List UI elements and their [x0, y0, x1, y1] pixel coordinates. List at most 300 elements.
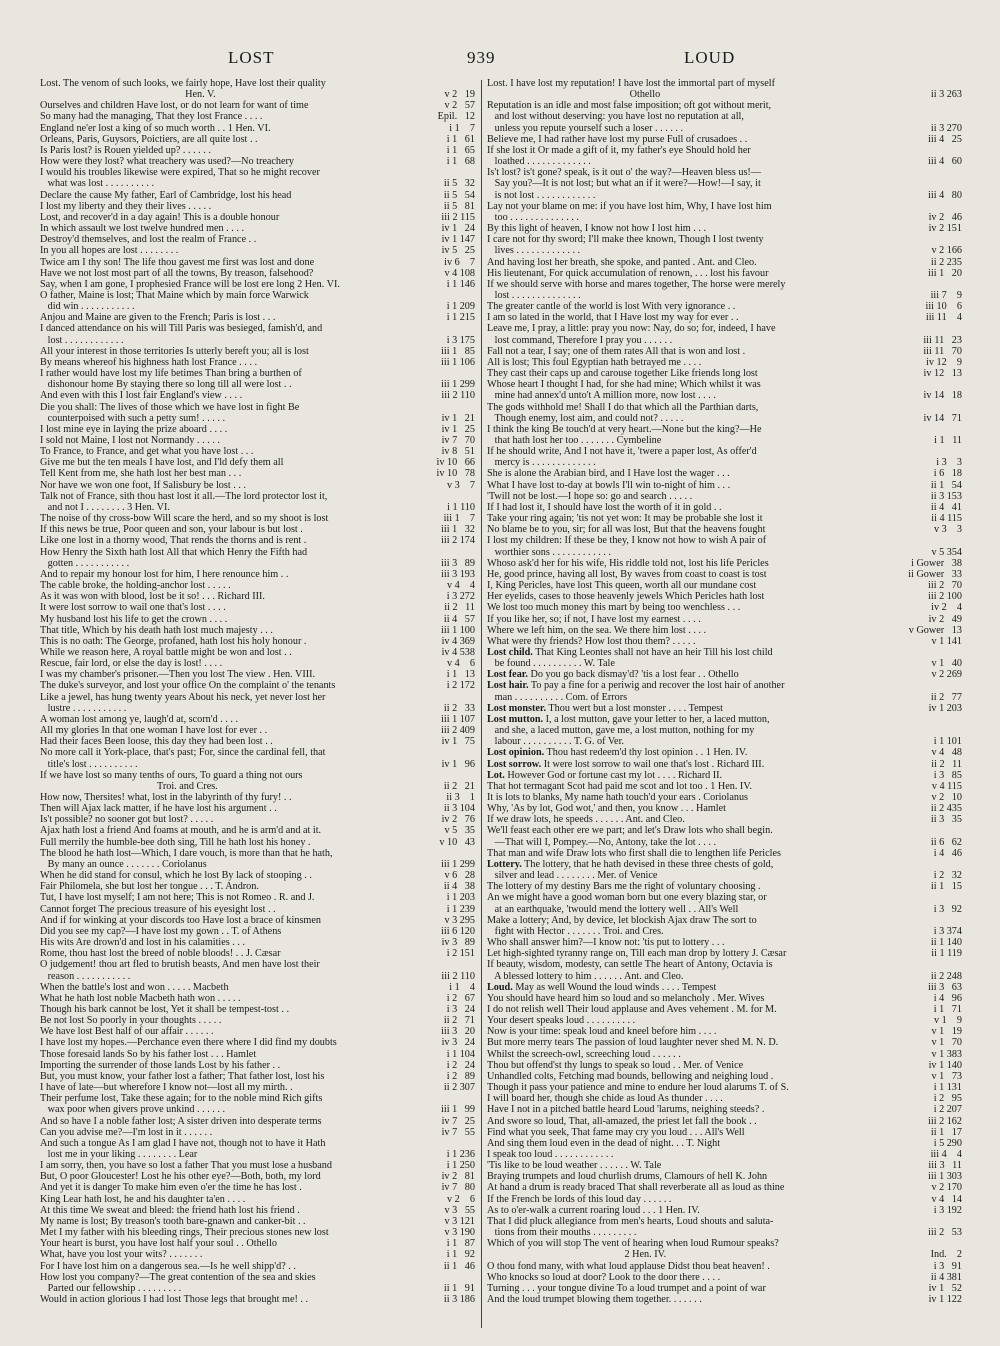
quotation-text: unless you repute yourself such a loser . . . . . . [487, 122, 684, 134]
concordance-line [487, 335, 962, 346]
quotation-text: lost command, Therefore I pray you . . . . . . [487, 334, 673, 346]
act-scene-line-ref: ii 2 33 [443, 702, 475, 714]
concordance-line [40, 948, 475, 959]
act-scene-line-ref [471, 959, 475, 970]
concordance-line [40, 1138, 475, 1149]
concordance-line [487, 379, 962, 390]
concordance-line [487, 993, 962, 1004]
act-scene-line-ref: iv 1 96 [441, 758, 475, 770]
concordance-line [487, 814, 962, 825]
concordance-line [487, 759, 962, 770]
concordance-line [487, 1071, 962, 1082]
concordance-line [40, 915, 475, 926]
quotation-text: No blame be to you, sir; for all was lost, But that the heavens fought [487, 524, 766, 536]
act-scene-line-ref: ii 2 21 [443, 780, 475, 792]
concordance-line [487, 513, 962, 524]
concordance-line [40, 1116, 475, 1127]
concordance-line [487, 959, 962, 970]
act-scene-line-ref: iv 3 89 [441, 937, 475, 949]
quotation-text: I think the king Be touch'd at very heart.—None but the king?—He [487, 423, 762, 435]
quotation-text: And the loud trumpet blowing them together. . . . . . . [487, 1294, 702, 1306]
quotation-text: that hath lost her too . . . . . . . Cymbeline [487, 435, 662, 446]
quotation-text: reason . . . . . . . . . . . [40, 970, 131, 982]
act-scene-line-ref: v 4 48 [931, 747, 962, 759]
quotation-text: If beauty, wisdom, modesty, can settle The heart of Antony, Octavia is [487, 959, 773, 971]
act-scene-line-ref: i 1 250 [446, 1160, 475, 1172]
concordance-line [487, 312, 962, 323]
quotation-text: Those foresaid lands So by his father lost . . . Hamlet [40, 1048, 257, 1060]
act-scene-line-ref: iii 2 53 [928, 1227, 962, 1239]
quotation-text: Turning . . . your tongue divine To a loud trumpet and a point of war [487, 1282, 766, 1294]
concordance-line [40, 323, 475, 334]
act-scene-line-ref: iv 1 140 [928, 1059, 962, 1071]
concordance-line [40, 1060, 475, 1071]
concordance-line [40, 837, 475, 848]
quotation-text: If she lost it Or made a gift of it, my father's eye Should hold her [487, 144, 751, 156]
quotation-text: Who knocks so loud at door? Look to the door there . . . . [487, 1271, 721, 1283]
act-scene-line-ref: Epil. 12 [437, 111, 475, 123]
act-scene-line-ref: iii 7 9 [930, 289, 962, 301]
quotation-text: Othello [487, 89, 661, 101]
quotation-text: Lot. However God or fortune cast my lot . . . . Richard II. [487, 769, 723, 781]
act-scene-line-ref: i 1 236 [446, 1149, 475, 1160]
quotation-text: But more merry tears The passion of loud laughter never shed M. N. D. [487, 1037, 779, 1049]
concordance-line [40, 692, 475, 703]
quotation-text: Which of you will stop The vent of hearing when loud Rumour speaks? [487, 1238, 779, 1250]
concordance-line [487, 703, 962, 714]
quotation-text: Then will Ajax lack matter, if he have lost his argument . . [40, 803, 277, 815]
concordance-line [40, 1104, 475, 1115]
act-scene-line-ref: ii 2 77 [930, 691, 962, 703]
concordance-line [487, 1116, 962, 1127]
concordance-line [487, 770, 962, 781]
quotation-text: The cable broke, the holding-anchor lost . . . . . [40, 580, 231, 592]
act-scene-line-ref: v 1 383 [931, 1048, 962, 1060]
headword: Lottery. [487, 858, 522, 870]
act-scene-line-ref: v 2 19 [444, 89, 475, 101]
concordance-line [487, 747, 962, 758]
act-scene-line-ref: i 2 207 [933, 1104, 962, 1116]
quotation-text: I speak too loud . . . . . . . . . . . . [487, 1149, 614, 1160]
quotation-text: Though his bark cannot be lost, Yet it shall be tempest-tost . . [40, 1003, 290, 1015]
act-scene-line-ref: ii 4 38 [443, 881, 475, 893]
quotation-text: Met I my father with his bleeding rings, Their precious stones new lost [40, 1227, 329, 1239]
act-scene-line-ref: v 10 43 [439, 836, 475, 848]
concordance-line [40, 257, 475, 268]
concordance-line [487, 859, 962, 870]
act-scene-line-ref: ii 2 307 [443, 1082, 475, 1094]
quotation-text: did win . . . . . . . . . . . [40, 301, 135, 313]
quotation-text: And swore so loud, That, all-amazed, the priest let fall the book . . [487, 1115, 757, 1127]
quotation-text: I will board her, though she chide as loud As thunder . . . . [487, 1093, 723, 1105]
concordance-line [40, 759, 475, 770]
quotation-text: Lost opinion. Thou hast redeem'd thy lost opinion . . 1 Hen. IV. [487, 747, 748, 759]
act-scene-line-ref: ii 1 17 [930, 1126, 962, 1138]
concordance-line [40, 602, 475, 613]
act-scene-line-ref: ii 3 104 [443, 803, 475, 815]
act-scene-line-ref [958, 1216, 962, 1227]
concordance-line [40, 982, 475, 993]
quotation-text: Braying trumpets and loud churlish drums, Clamours of hell K. John [487, 1171, 768, 1183]
concordance-line [487, 190, 962, 201]
act-scene-line-ref: ii 4 115 [931, 513, 962, 525]
act-scene-line-ref: iv 10 78 [436, 468, 475, 480]
concordance-line [40, 547, 475, 558]
concordance-line [487, 491, 962, 502]
quotation-text: Orleans, Paris, Guysors, Poictiers, are all quite lost . . [40, 133, 258, 145]
concordance-line [487, 279, 962, 290]
act-scene-line-ref: i 1 215 [446, 312, 475, 324]
quotation-text: The duke's surveyor, and lost your office On the complaint o' the tenants [40, 680, 336, 692]
act-scene-line-ref [471, 368, 475, 379]
quotation-text: be found . . . . . . . . . . W. Tale [487, 658, 615, 670]
concordance-line [487, 915, 962, 926]
act-scene-line-ref: iii 2 110 [441, 390, 475, 402]
concordance-line [40, 346, 475, 357]
act-scene-line-ref: v 5 354 [931, 546, 962, 558]
act-scene-line-ref: iv 1 147 [441, 234, 475, 246]
act-scene-line-ref: iii 1 299 [441, 379, 475, 391]
concordance-line [487, 89, 962, 100]
concordance-line [487, 145, 962, 156]
act-scene-line-ref [958, 825, 962, 836]
concordance-line [40, 480, 475, 491]
concordance-line [487, 134, 962, 145]
act-scene-line-ref [958, 915, 962, 926]
quotation-text: Had their faces Been loose, this day they had been lost . . [40, 736, 273, 748]
quotation-text: and lost without deserving: you have lost no reputation at all, [487, 111, 744, 123]
quotation-text: lost me in your liking . . . . . . . . Lear [40, 1149, 198, 1160]
act-scene-line-ref [958, 279, 962, 290]
concordance-line [40, 1149, 475, 1160]
act-scene-line-ref [471, 323, 475, 334]
concordance-line [487, 614, 962, 625]
running-head-right: LOUD [684, 48, 736, 67]
act-scene-line-ref: iii 2 115 [441, 211, 475, 223]
act-scene-line-ref [471, 692, 475, 703]
act-scene-line-ref: ii 1 91 [443, 1282, 475, 1294]
quotation-text: —That will I, Pompey.—No, Antony, take the lot . . . . [487, 836, 717, 848]
concordance-line [487, 580, 962, 591]
concordance-line [487, 692, 962, 703]
concordance-line [487, 402, 962, 413]
quotation-text: Find what you seek, That fame may cry you loud . . . All's Well [487, 1126, 745, 1138]
quotation-text: Let high-sighted tyranny range on, Till each man drop by lottery J. Cæsar [487, 948, 787, 960]
act-scene-line-ref: ii 3 1 [446, 792, 475, 803]
quotation-text: All is lost; This foul Egyptian hath betrayed me . . . . [487, 356, 702, 368]
quotation-text: Believe me, I had rather have lost my purse Full of crusadoes . . [487, 133, 748, 145]
quotation-text: You should have heard him so loud and so melancholy . Mer. Wives [487, 992, 765, 1004]
act-scene-line-ref [471, 1272, 475, 1283]
act-scene-line-ref: iii 2 100 [928, 591, 962, 603]
act-scene-line-ref: iv 6 7 [444, 256, 475, 268]
concordance-line [40, 390, 475, 401]
concordance-line [40, 959, 475, 970]
concordance-line [487, 971, 962, 982]
quotation-text: As to o'er-walk a current roaring loud . . . 1 Hen. IV. [487, 1204, 700, 1216]
concordance-line [487, 736, 962, 747]
concordance-line [40, 580, 475, 591]
concordance-line [487, 457, 962, 468]
quotation-text: Reputation is an idle and most false imposition; oft got without merit, [487, 100, 772, 112]
act-scene-line-ref: iv 7 25 [441, 1115, 475, 1127]
quotation-text: To France, to France, and get what you have lost . . . [40, 446, 254, 458]
quotation-text: I have lost my hopes.—Perchance even there where I did find my doubts [40, 1037, 337, 1049]
concordance-line [487, 848, 962, 859]
quotation-text: And yet it is danger To make him even o'er the time he has lost . [40, 1182, 302, 1194]
act-scene-line-ref: ii 3 270 [930, 122, 962, 134]
concordance-line [487, 424, 962, 435]
act-scene-line-ref [958, 680, 962, 691]
act-scene-line-ref: i 3 24 [446, 1003, 475, 1015]
quotation-text: lustre . . . . . . . . . . . [40, 702, 127, 714]
headword: Loud. [487, 981, 513, 993]
act-scene-line-ref: i 1 71 [933, 1003, 962, 1015]
act-scene-line-ref: iii 1 106 [441, 356, 475, 368]
concordance-line [487, 167, 962, 178]
quotation-text: gotten . . . . . . . . . . . [40, 557, 130, 569]
concordance-line [487, 1138, 962, 1149]
act-scene-line-ref: ii Gower 33 [908, 568, 962, 580]
concordance-line [487, 178, 962, 189]
concordance-line [487, 781, 962, 792]
act-scene-line-ref: i 1 209 [446, 301, 475, 313]
concordance-line [487, 602, 962, 613]
act-scene-line-ref: i 1 104 [446, 1048, 475, 1060]
act-scene-line-ref [471, 1138, 475, 1149]
concordance-line [487, 1238, 962, 1249]
act-scene-line-ref: ii 3 153 [930, 490, 962, 502]
concordance-line [40, 1160, 475, 1171]
act-scene-line-ref: iii 3 193 [441, 568, 475, 580]
act-scene-line-ref: iv 7 55 [441, 1126, 475, 1138]
act-scene-line-ref: iii 3 20 [441, 1026, 475, 1038]
quotation-text: We have lost Best half of our affair . . . . . . [40, 1026, 214, 1038]
act-scene-line-ref: iv 2 81 [441, 1171, 475, 1183]
quotation-text: What were thy friends? How lost thou them? . . . . . [487, 635, 696, 647]
quotation-text: Twice am I thy son! The life thou gavest me first was lost and done [40, 256, 315, 268]
headword: Lost sorrow. [487, 758, 542, 770]
act-scene-line-ref: v 4 115 [931, 780, 962, 792]
quotation-text: I am so lated in the world, that I Have lost my way for ever . . [487, 312, 739, 324]
act-scene-line-ref: ii 2 435 [930, 803, 962, 815]
quotation-text: For I have lost him on a dangerous sea.—Is he well shipp'd? . . [40, 1260, 296, 1272]
act-scene-line-ref: v 3 190 [444, 1227, 475, 1239]
act-scene-line-ref: iv 14 18 [923, 390, 962, 402]
quotation-text: too . . . . . . . . . . . . . . [487, 211, 579, 223]
quotation-text: Lost fear. Do you go back dismay'd? 'tis a lost fear . . Othello [487, 669, 739, 681]
act-scene-line-ref: i 1 239 [446, 903, 475, 915]
concordance-line [40, 714, 475, 725]
concordance-line [487, 825, 962, 836]
concordance-line [40, 413, 475, 424]
act-scene-line-ref [958, 892, 962, 903]
concordance-line [487, 1149, 962, 1160]
act-scene-line-ref: iii 11 4 [925, 312, 962, 324]
concordance-line [487, 78, 962, 89]
concordance-line [487, 1261, 962, 1272]
act-scene-line-ref [958, 379, 962, 390]
quotation-text: Hen. V. [40, 89, 216, 101]
concordance-line [487, 725, 962, 736]
quotation-text: I am sorry, then, you have so lost a father That you must lose a husband [40, 1160, 332, 1172]
concordance-line [40, 502, 475, 513]
act-scene-line-ref: i 3 3 [936, 457, 962, 469]
act-scene-line-ref: iii 2 174 [441, 535, 475, 547]
act-scene-line-ref [958, 201, 962, 212]
concordance-line [40, 402, 475, 413]
quotation-text: If we draw lots, he speeds . . . . . . Ant. and Cleo. [487, 814, 685, 826]
act-scene-line-ref [471, 1093, 475, 1104]
quotation-text: O thou fond many, with what loud applause Didst thou beat heaven! . [487, 1260, 770, 1272]
concordance-line [487, 881, 962, 892]
quotation-text: His wits Are drown'd and lost in his calamities . . . [40, 937, 245, 949]
concordance-line [40, 781, 475, 792]
quotation-text: mine had annex'd unto't A million more, now lost . . . . [487, 390, 716, 402]
quotation-text: But, O poor Gloucester! Lost he his other eye?—Both, both, my lord [40, 1171, 321, 1183]
quotation-text: How Henry the Sixth hath lost All that which Henry the Fifth had [40, 546, 308, 558]
quotation-text: Is't lost? is't gone? speak, is it out o' the way?—Heaven bless us!— [487, 167, 762, 179]
concordance-line [40, 669, 475, 680]
quotation-text: I danced attendance on his will Till Paris was besieged, famish'd, and [40, 323, 323, 335]
concordance-line [487, 234, 962, 245]
quotation-text: what was lost . . . . . . . . . . [40, 178, 155, 190]
quotation-text: fight with Hector . . . . . . . Troi. and Cres. [487, 925, 664, 937]
quotation-text: Cannot forget The precious treasure of his eyesight lost . . [40, 903, 276, 915]
quotation-text: And so have I a noble father lost; A sister driven into desperate terms [40, 1115, 322, 1127]
act-scene-line-ref: v 3 55 [444, 1204, 475, 1216]
act-scene-line-ref: iv 12 13 [923, 368, 962, 380]
act-scene-line-ref: i 1 110 [447, 501, 475, 513]
quotation-text: Like one lost in a thorny wood, That rends the thorns and is rent . [40, 535, 307, 547]
act-scene-line-ref: i 5 290 [933, 1137, 962, 1149]
concordance-line [40, 881, 475, 892]
concordance-line [487, 111, 962, 122]
act-scene-line-ref: v 2 269 [931, 669, 962, 681]
quotation-text: His lieutenant, For quick accumulation of renown, . . . lost his favour [487, 267, 769, 279]
quotation-text: Lost monster. Thou wert but a lost monster . . . . Tempest [487, 702, 723, 714]
quotation-text: Tut, I have lost myself; I am not here; This is not Romeo . R. and J. [40, 892, 315, 904]
quotation-text: Leave me, I pray, a little: pray you now: Nay, do so; for, indeed, I have [487, 323, 776, 335]
quotation-text: Lost hair. To pay a fine for a periwig and recover the lost hair of another [487, 680, 785, 692]
act-scene-line-ref: iv 4 538 [441, 646, 475, 658]
concordance-line [487, 547, 962, 558]
act-scene-line-ref: iii 1 299 [441, 858, 475, 870]
act-scene-line-ref: ii 5 81 [443, 200, 475, 212]
act-scene-line-ref: iv 3 24 [441, 1037, 475, 1049]
act-scene-line-ref: ii 4 41 [930, 501, 962, 513]
quotation-text: Anjou and Maine are given to the French; Paris is lost . . . [40, 312, 276, 324]
concordance-line [487, 1182, 962, 1193]
act-scene-line-ref: v 4 14 [931, 1193, 962, 1205]
quotation-text: Is Paris lost? is Rouen yielded up? . . . . . . [40, 144, 211, 156]
concordance-line [487, 714, 962, 725]
act-scene-line-ref: iii 2 70 [928, 580, 962, 592]
act-scene-line-ref: iii 11 23 [923, 334, 962, 346]
concordance-line [487, 346, 962, 357]
quotation-text: She is alone the Arabian bird, and I Have lost the wager . . . [487, 468, 730, 480]
quotation-text: Unhandled colts, Fetching mad bounds, bellowing and neighing loud . [487, 1070, 774, 1082]
quotation-text: England ne'er lost a king of so much worth . . 1 Hen. VI. [40, 122, 271, 134]
quotation-text: Your heart is burst, you have lost half your soul . . Othello [40, 1238, 277, 1250]
concordance-line [40, 647, 475, 658]
concordance-line [487, 156, 962, 167]
concordance-line [40, 558, 475, 569]
act-scene-line-ref: Ind. 2 [930, 1249, 962, 1261]
concordance-line [40, 1283, 475, 1294]
quotation-text: If you like her, so; if not, I have lost my earnest . . . . [487, 613, 701, 625]
quotation-text: How lost you company?—The great contention of the sea and skies [40, 1271, 316, 1283]
quotation-text: Loud. May as well Wound the loud winds . . . . Tempest [487, 981, 717, 993]
act-scene-line-ref [471, 402, 475, 413]
quotation-text: I rather would have lost my life betimes Than bring a burthen of [40, 368, 302, 380]
concordance-line [40, 747, 475, 758]
act-scene-line-ref: v 4 108 [444, 267, 475, 279]
act-scene-line-ref: iv 1 24 [441, 223, 475, 235]
act-scene-line-ref: i 3 272 [446, 591, 475, 603]
concordance-line [40, 1182, 475, 1193]
concordance-line [40, 848, 475, 859]
concordance-line [487, 647, 962, 658]
concordance-line [487, 502, 962, 513]
concordance-line [487, 1026, 962, 1037]
act-scene-line-ref: v 5 35 [444, 825, 475, 837]
act-scene-line-ref: iii 1 99 [441, 1104, 475, 1116]
concordance-line [40, 1026, 475, 1037]
quotation-text: I lost mine eye in laying the prize aboard . . . . [40, 423, 228, 435]
act-scene-line-ref: ii 6 62 [930, 836, 962, 848]
concordance-line [487, 468, 962, 479]
concordance-line [487, 100, 962, 111]
act-scene-line-ref [958, 424, 962, 435]
concordance-line [40, 167, 475, 178]
act-scene-line-ref: v 3 3 [933, 524, 962, 536]
quotation-text: Her eyelids, cases to those heavenly jewels Which Pericles hath lost [487, 591, 765, 603]
concordance-line [40, 279, 475, 290]
quotation-text: A blessed lottery to him . . . . . . Ant. and Cleo. [487, 970, 684, 982]
act-scene-line-ref: iv 1 122 [928, 1294, 962, 1306]
act-scene-line-ref: i 2 95 [933, 1093, 962, 1105]
concordance-line [40, 904, 475, 915]
concordance-line [487, 413, 962, 424]
act-scene-line-ref: i 1 4 [449, 981, 475, 993]
quotation-text: This is no oath: The George, profaned, hath lost his holy honour . [40, 635, 307, 647]
act-scene-line-ref: ii 3 263 [930, 89, 962, 101]
concordance-line [40, 1205, 475, 1216]
act-scene-line-ref: i 1 131 [933, 1082, 962, 1094]
act-scene-line-ref: i 1 65 [446, 144, 475, 156]
act-scene-line-ref: v 4 6 [446, 658, 475, 670]
act-scene-line-ref: i 1 87 [446, 1238, 475, 1250]
act-scene-line-ref: i 3 92 [933, 903, 962, 915]
concordance-line [487, 435, 962, 446]
quotation-text: Now is your time: speak loud and kneel before him . . . . [487, 1026, 717, 1038]
concordance-line [487, 792, 962, 803]
quotation-text: Can you advise me?—I'm lost in it . . . . . . [40, 1126, 213, 1138]
quotation-text: Where we left him, on the sea. We there him lost . . . . [487, 624, 707, 636]
quotation-text: Have we not lost most part of all the towns, By treason, falsehood? [40, 267, 314, 279]
concordance-line [40, 435, 475, 446]
quotation-text: King Lear hath lost, he and his daughter ta'en . . . . [40, 1193, 246, 1205]
quotation-text: It were lost sorrow to wail one that's lost . . . . [40, 602, 226, 614]
act-scene-line-ref [958, 1238, 962, 1249]
quotation-text: labour . . . . . . . . . . T. G. of Ver. [487, 736, 624, 748]
quotation-text: My name is lost; By treason's tooth bare-gnawn and canker-bit . . [40, 1215, 306, 1227]
quotation-text: If the French be lords of this loud day . . . . . . [487, 1193, 672, 1205]
quotation-text: Did you see my cap?—I have lost my gown . . T. of Athens [40, 925, 282, 937]
act-scene-line-ref [958, 859, 962, 870]
quotation-text: At hand a drum is ready braced That shall reverberate all as loud as thine [487, 1182, 785, 1194]
